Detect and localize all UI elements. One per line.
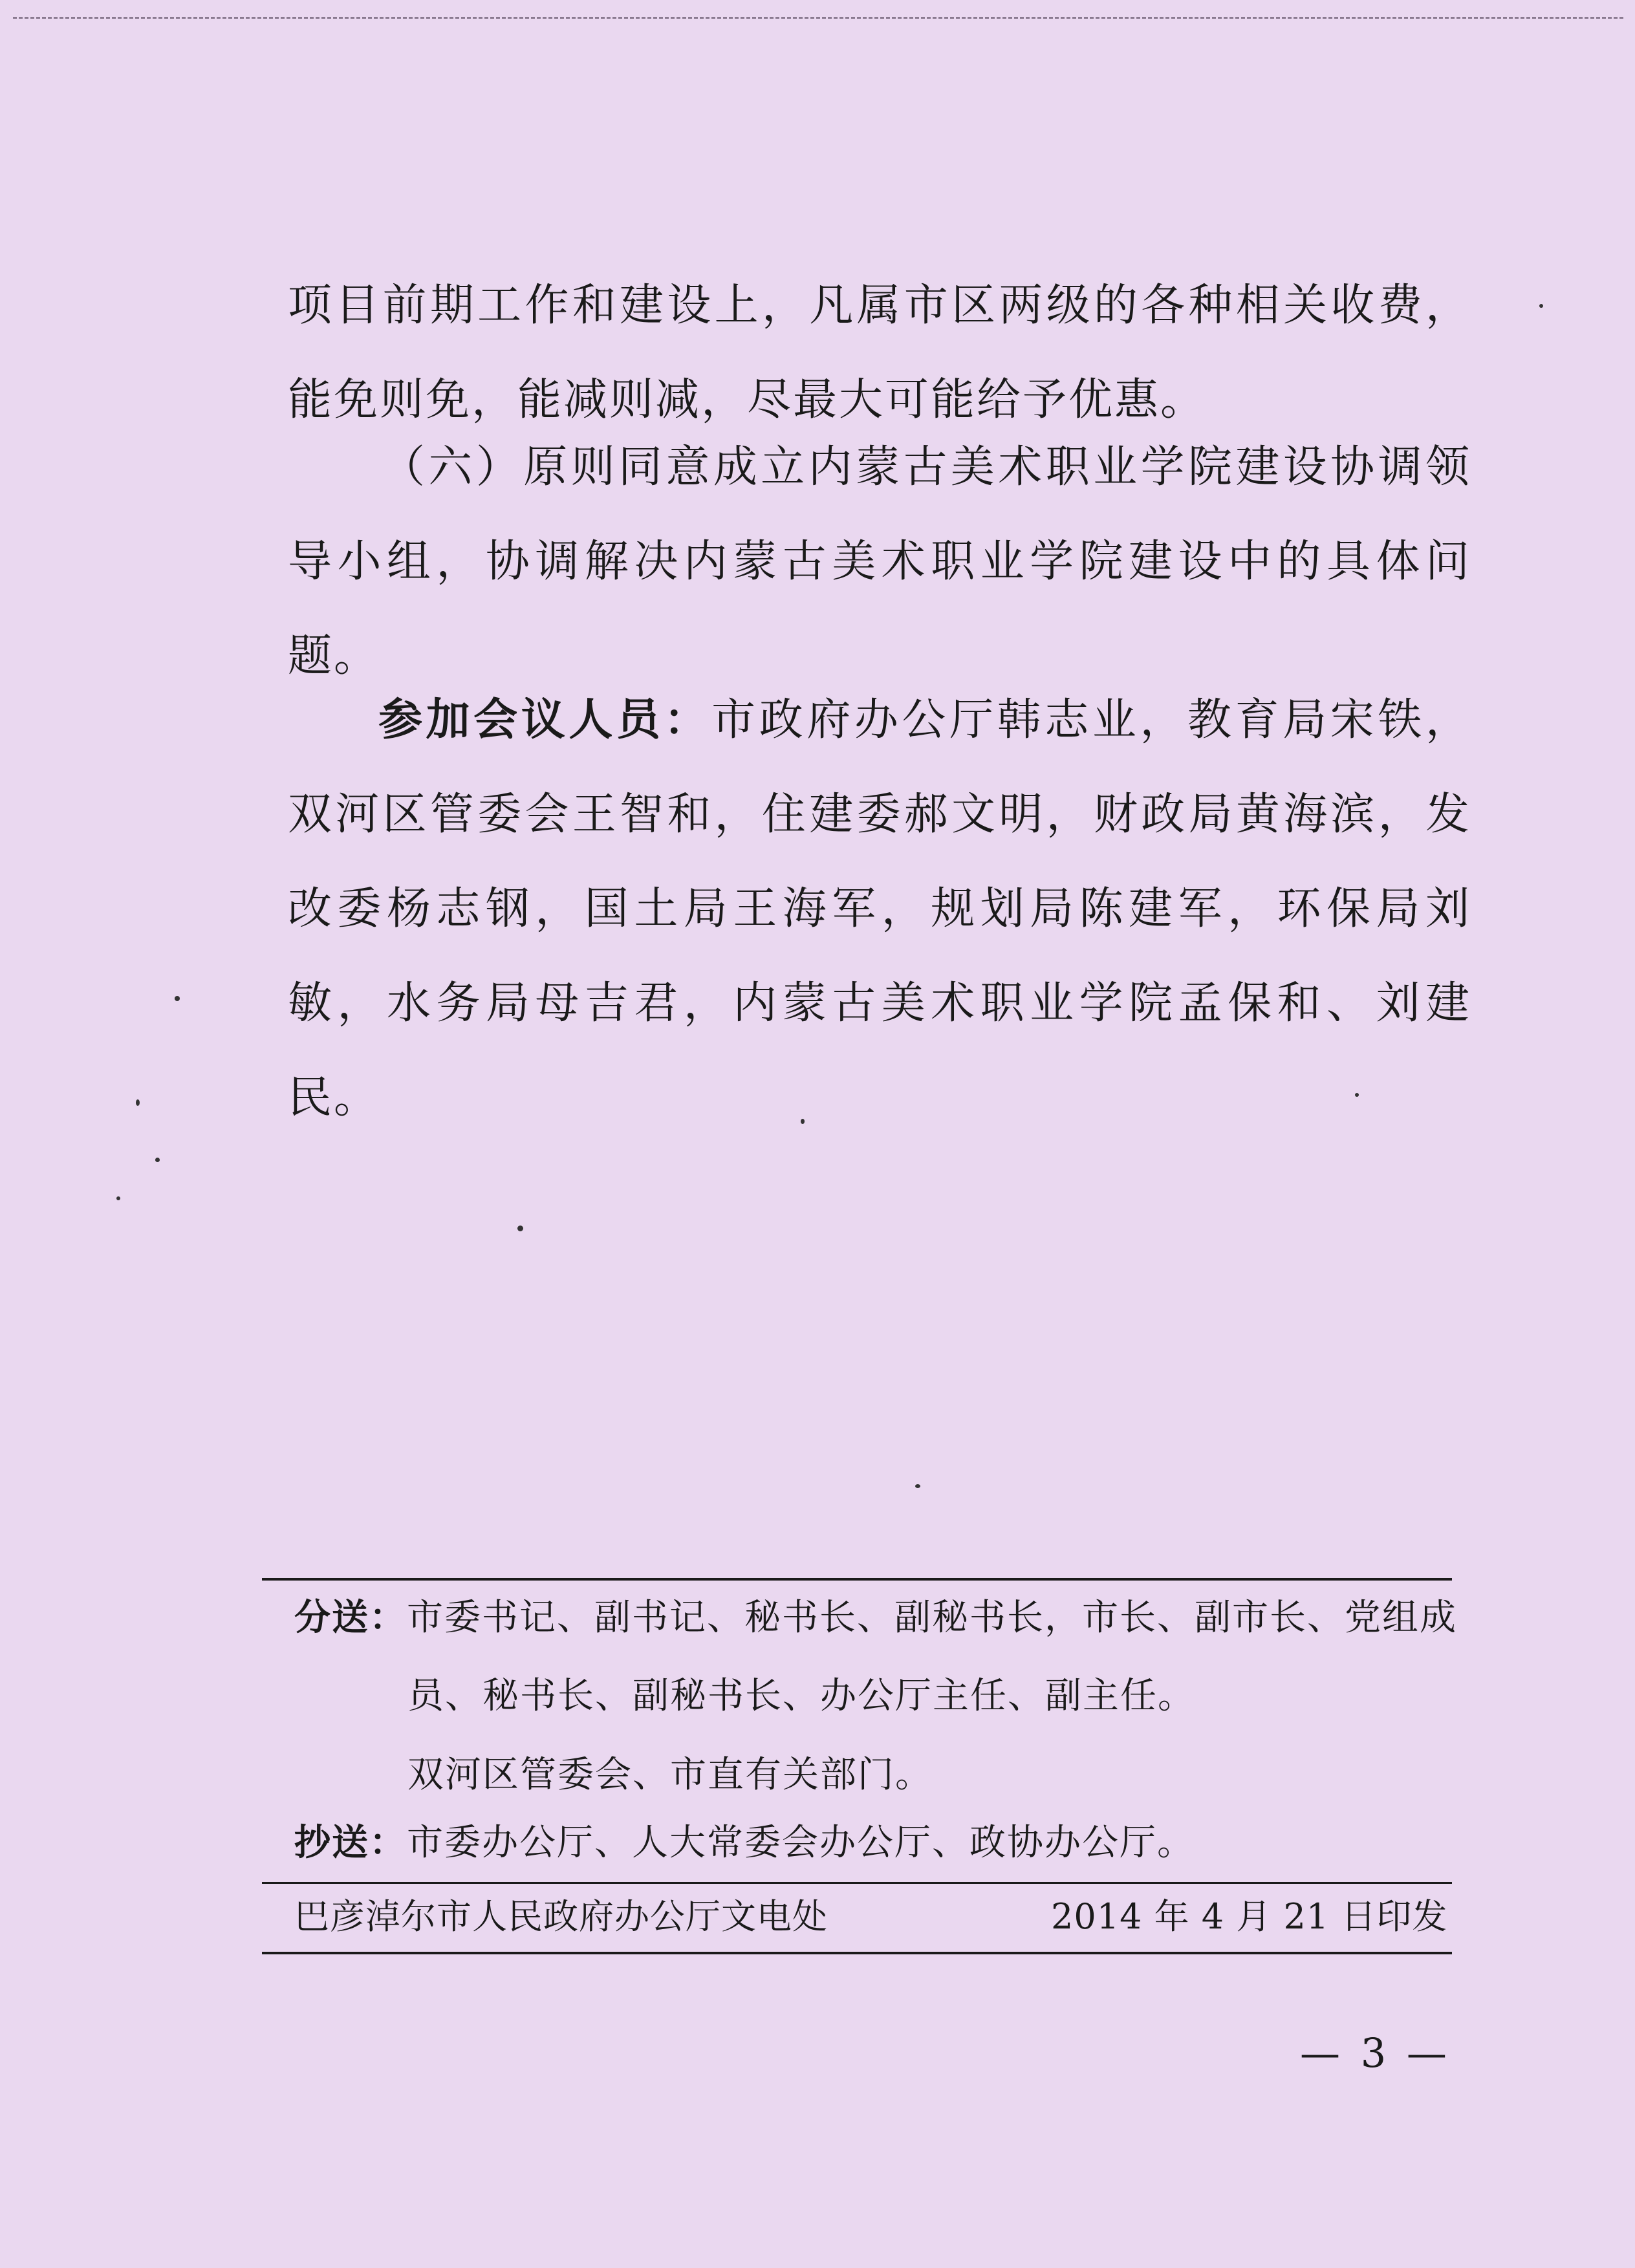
distribution-line-1: [294, 1578, 1458, 1658]
scan-speck: [517, 1226, 523, 1231]
issue-date: 2014 年 4 月 21 日印发: [1051, 1896, 1448, 1937]
attendees-list: 市政府办公厅韩志业，教育局宋铁，双河区管委会王智和，住建委郝文明，财政局黄海滨，发改委杨志钢，国土局王海军，规划局陈建军，环保局刘敏，水务局母吉君，内蒙古美术职业学院孟保和、刘建民。: [288, 695, 1471, 1123]
attendees-paragraph: [288, 673, 1471, 1145]
scan-speck: [175, 996, 180, 1001]
scan-speck: [116, 1196, 120, 1200]
scan-speck: [136, 1099, 140, 1106]
scan-speck: [1539, 304, 1543, 308]
body-paragraph-1: 项目前期工作和建设上，凡属市区两级的各种相关收费，能免则免，能减则减，尽最大可能给予优惠。: [288, 280, 1471, 426]
issuing-office: 巴彦淖尔市人民政府办公厅文电处: [294, 1896, 828, 1937]
scan-speck: [1355, 1093, 1359, 1097]
copy-to-label: 抄送：: [294, 1821, 407, 1864]
distribution-line-2: 员、秘书长、副秘书长、办公厅主任、副主任。: [407, 1675, 1195, 1717]
scan-speck: [915, 1484, 920, 1488]
copy-to-text: 市委办公厅、人大常委会办公厅、政协办公厅。: [407, 1822, 1195, 1864]
top-edge-rule: [13, 17, 1623, 19]
scan-speck: [801, 1119, 805, 1124]
distribution-line-3: 双河区管委会、市直有关部门。: [407, 1754, 933, 1796]
attendees-label: 参加会议人员：: [378, 694, 712, 746]
distribution-text-1: 市委书记、副书记、秘书长、副秘书长，市长、副市长、党组成: [407, 1597, 1457, 1639]
footer-bottom-rule: [262, 1952, 1452, 1954]
copy-to-line: [294, 1803, 1195, 1883]
body-paragraph-2: （六）原则同意成立内蒙古美术职业学院建设协调领导小组，协调解决内蒙古美术职业学院建设中的具体问题。: [288, 442, 1471, 682]
scan-speck: [155, 1158, 160, 1162]
distribution-label: 分送：: [294, 1596, 407, 1639]
page-number: — 3 —: [1300, 2029, 1451, 2077]
